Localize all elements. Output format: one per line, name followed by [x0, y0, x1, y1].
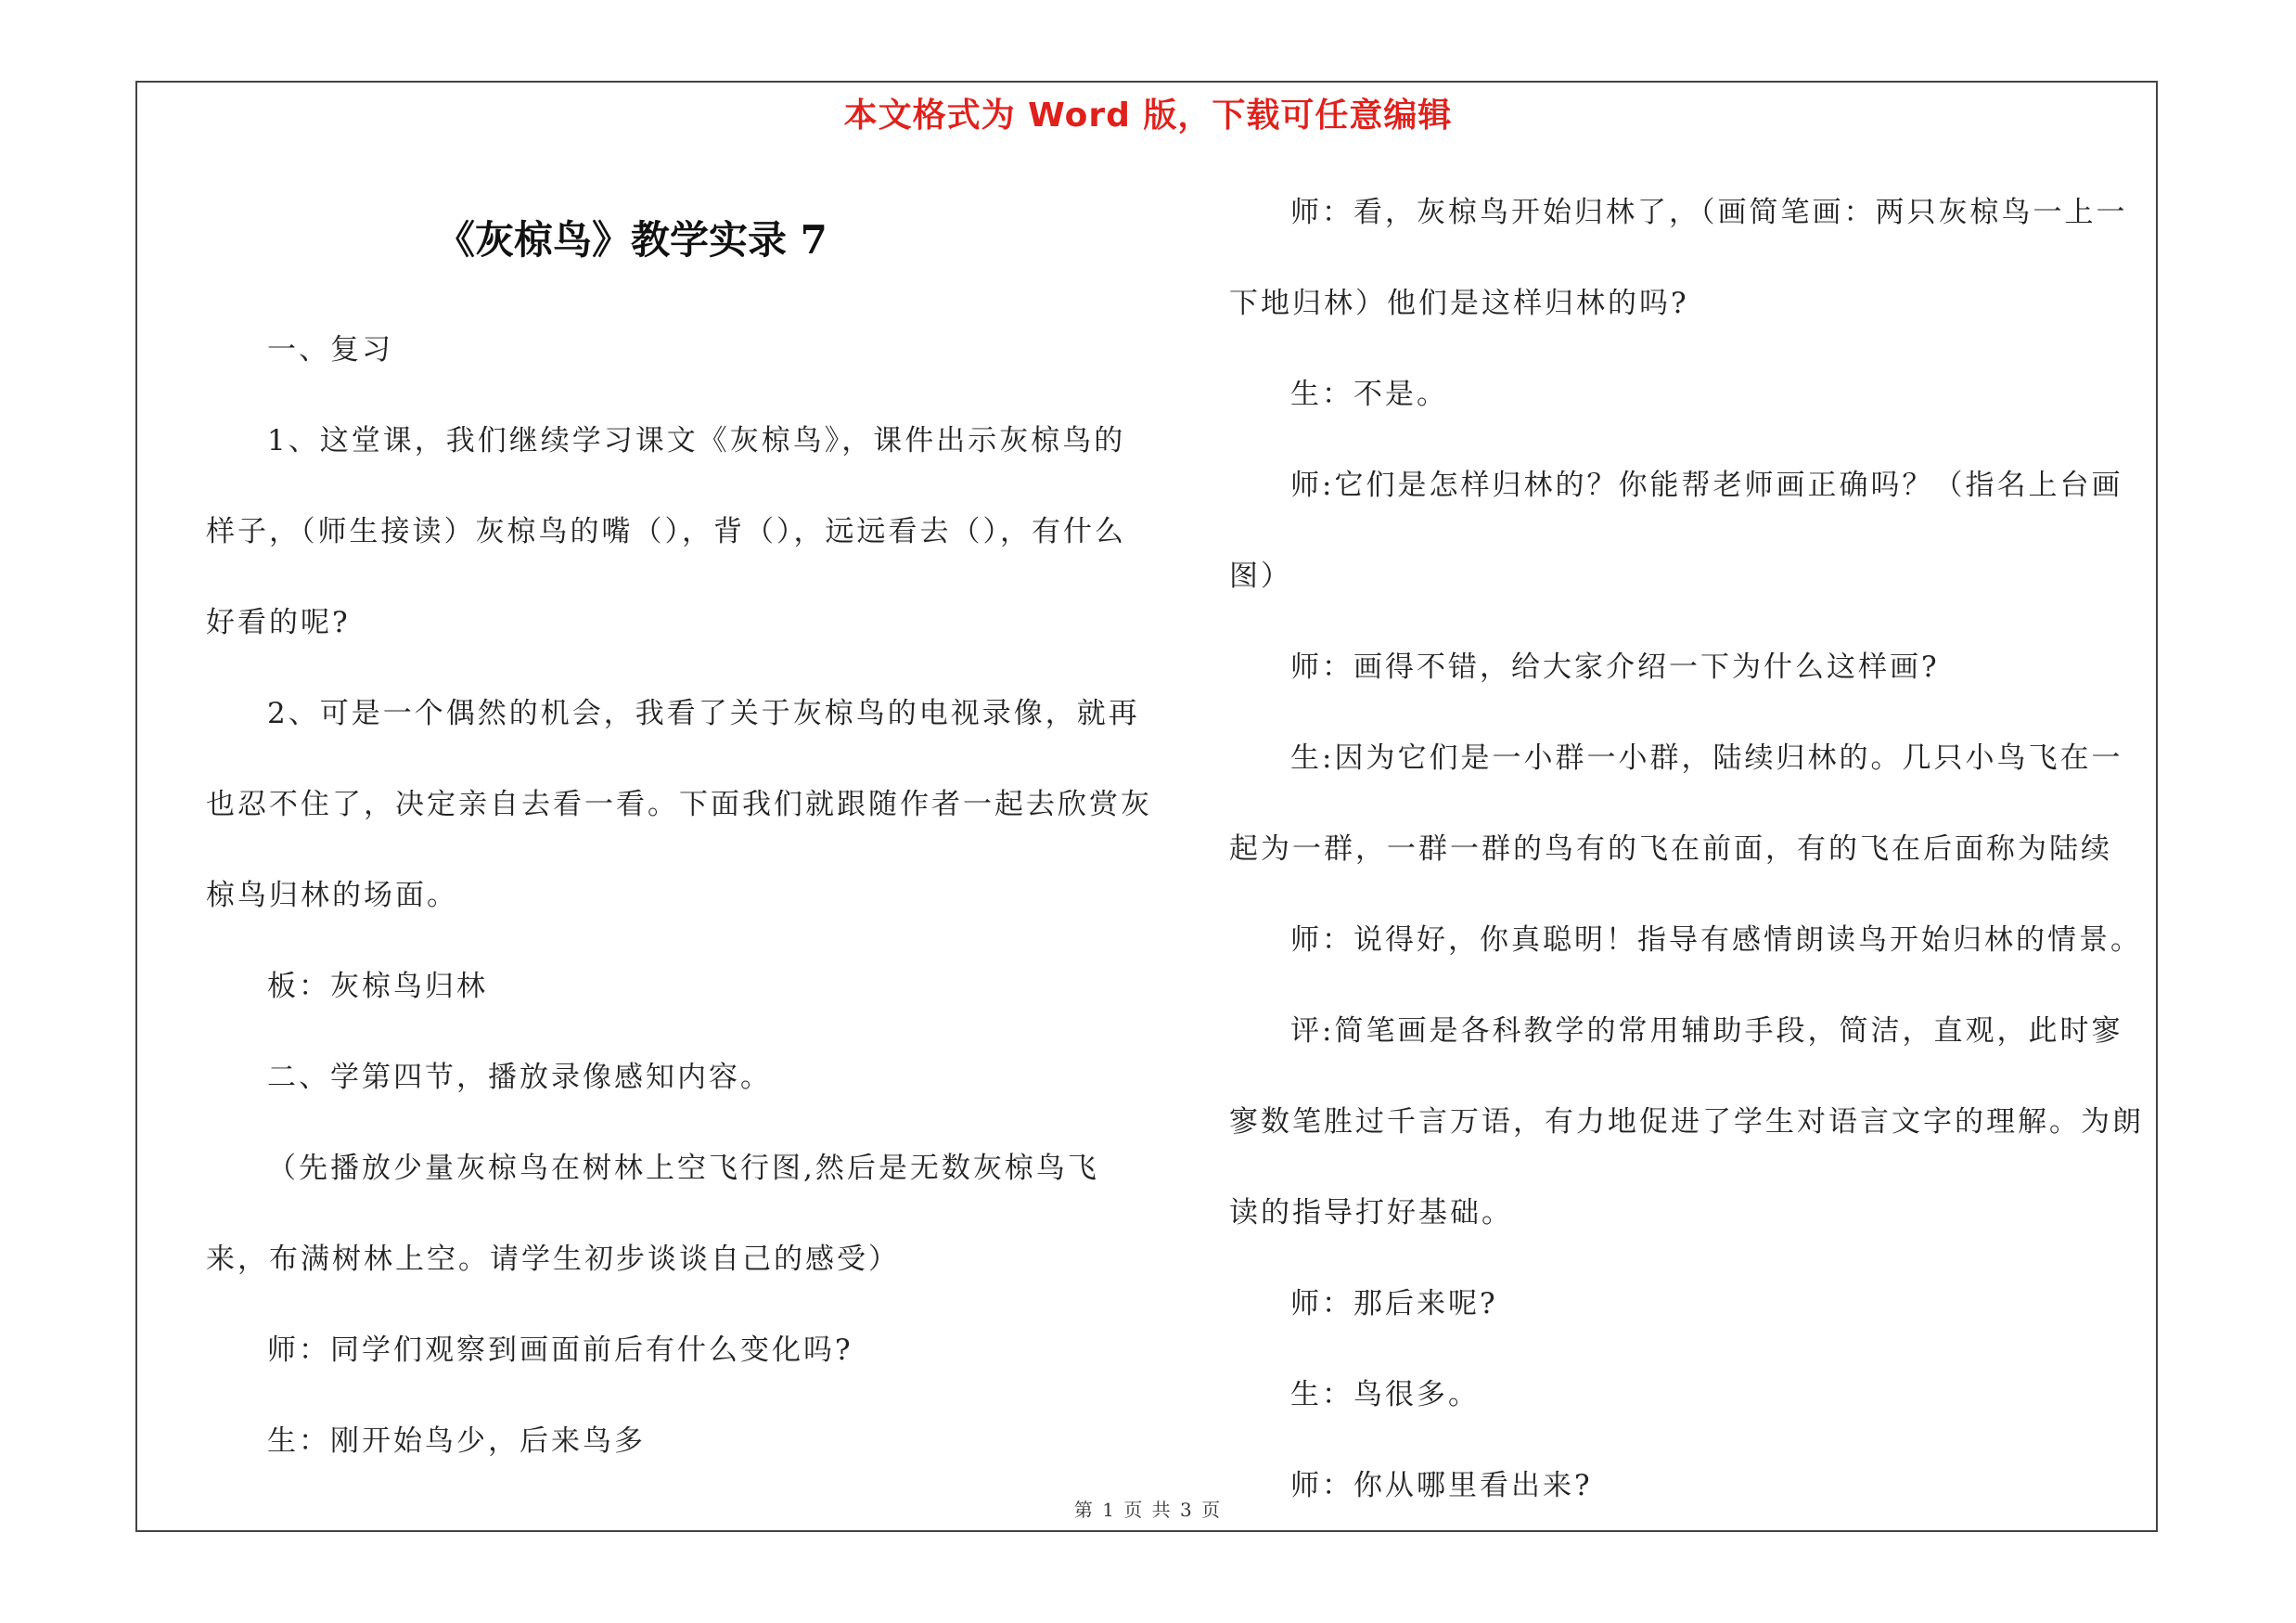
paragraph: 生：刚开始鸟少，后来鸟多: [267, 1424, 646, 1458]
paragraph: 师：同学们观察到画面前后有什么变化吗?: [267, 1333, 853, 1367]
right-column: [1229, 167, 2148, 1531]
paragraph: 师：你从哪里看出来?: [1290, 1469, 1593, 1502]
left-column: [206, 304, 1152, 1487]
paragraph: 评:简笔画是各科教学的常用辅助手段，简洁，直观，此时寥寥数笔胜过千言万语，有力地促进了学生对语言文字的理解。为朗读的指导打好基础。: [1229, 1014, 2144, 1230]
paragraph: 生:因为它们是一小群一小群，陆续归林的。几只小鸟飞在一起为一群，一群一群的鸟有的飞在前面，有的飞在后面称为陆续: [1229, 741, 2123, 866]
paragraph: 一、复习: [267, 333, 393, 367]
paragraph: 板：灰椋鸟归林: [267, 970, 488, 1003]
paragraph: 1、这堂课，我们继续学习课文《灰椋鸟》，课件出示灰椋鸟的样子，（师生接读）灰椋鸟的嘴（），背（），远远看去（），有什么好看的呢?: [206, 424, 1126, 639]
document-title: 《灰椋鸟》教学实录 7: [436, 217, 827, 263]
paragraph: 生：不是。: [1290, 378, 1448, 411]
paragraph: 师：看，灰椋鸟开始归林了，（画简笔画：两只灰椋鸟一上一下地归林）他们是这样归林的吗?: [1229, 196, 2128, 320]
paragraph: 二、学第四节，播放录像感知内容。: [267, 1061, 772, 1094]
paragraph: 师：画得不错，给大家介绍一下为什么这样画?: [1290, 650, 1940, 684]
paragraph: 2、可是一个偶然的机会，我看了关于灰椋鸟的电视录像，就再也忍不住了，决定亲自去看一看。下面我们就跟随作者一起去欣赏灰椋鸟归林的场面。: [206, 697, 1152, 912]
paragraph: 师：那后来呢?: [1290, 1287, 1498, 1320]
page-number: 第 1 页 共 3 页: [1073, 1499, 1223, 1521]
paragraph: 师:它们是怎样归林的？你能帮老师画正确吗？（指名上台画图）: [1229, 469, 2123, 593]
format-banner: 本文格式为 Word 版，下载可任意编辑: [843, 97, 1453, 135]
paragraph: （先播放少量灰椋鸟在树林上空飞行图,然后是无数灰椋鸟飞来，布满树林上空。请学生初步谈谈自己的感受）: [206, 1152, 1099, 1276]
paragraph: 生：鸟很多。: [1290, 1378, 1480, 1411]
paragraph: 师：说得好，你真聪明！指导有感情朗读鸟开始归林的情景。: [1290, 923, 2142, 957]
